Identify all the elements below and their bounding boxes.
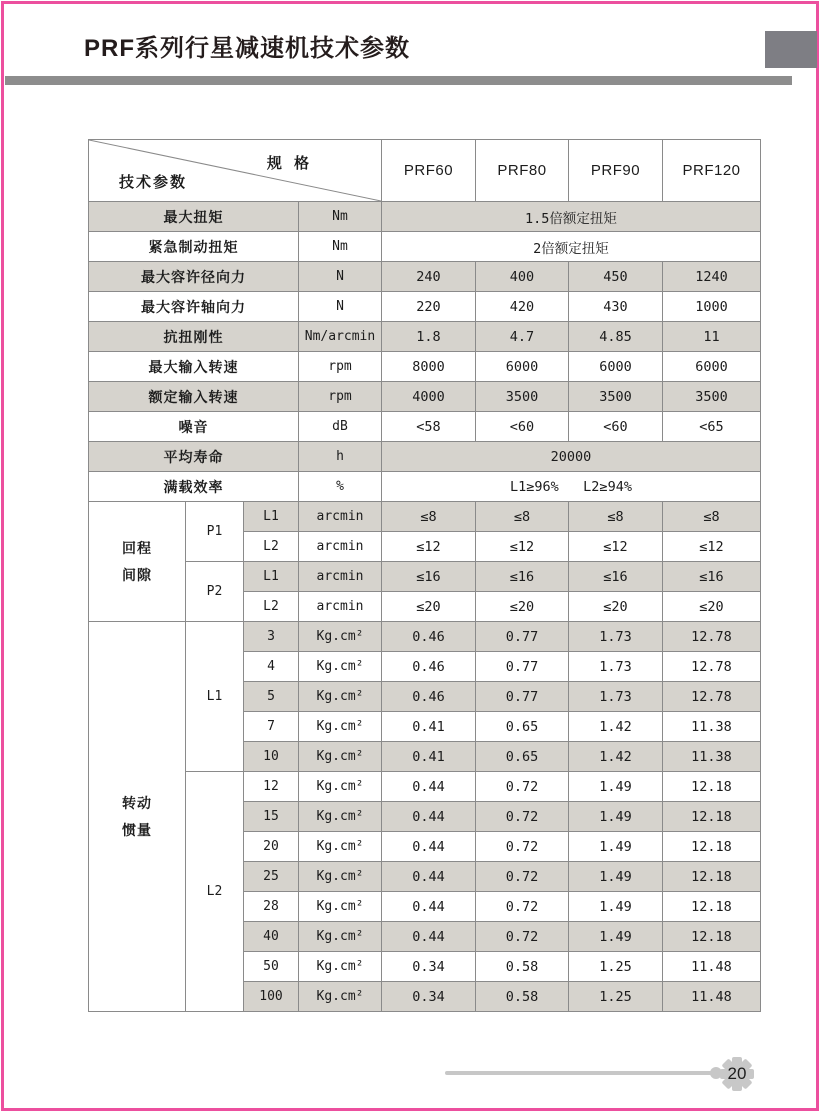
value-cell: 1.49 <box>569 832 663 862</box>
value-cell: 11 <box>663 322 761 352</box>
group-label: L1 <box>186 622 244 772</box>
table-row <box>89 292 761 322</box>
value-cell: 12.18 <box>663 772 761 802</box>
value-cell: 0.58 <box>476 982 569 1012</box>
unit-cell: Kg.cm² <box>299 862 382 892</box>
value-cell: 4000 <box>382 382 476 412</box>
value-cell: ≤20 <box>569 592 663 622</box>
value-cell: 0.44 <box>382 832 476 862</box>
value-cell: 0.34 <box>382 982 476 1012</box>
value-span-cell: 20000 <box>382 442 761 472</box>
table-row <box>89 352 761 382</box>
value-cell: 450 <box>569 262 663 292</box>
unit-cell: Kg.cm² <box>299 802 382 832</box>
value-cell: 0.72 <box>476 892 569 922</box>
column-header: PRF90 <box>569 140 663 202</box>
level-cell: L1 <box>244 562 299 592</box>
corner-top-label: 规 格 <box>266 155 313 172</box>
value-span-cell: 2倍额定扭矩 <box>382 232 761 262</box>
group-label: P1 <box>186 502 244 562</box>
page-number-gear-badge <box>719 1056 755 1092</box>
unit-cell: Kg.cm² <box>299 682 382 712</box>
unit-cell: rpm <box>299 352 382 382</box>
group-label: P2 <box>186 562 244 622</box>
value-cell: ≤20 <box>663 592 761 622</box>
unit-cell: Kg.cm² <box>299 832 382 862</box>
value-cell: 1.73 <box>569 622 663 652</box>
value-cell: 0.46 <box>382 682 476 712</box>
value-cell: <65 <box>663 412 761 442</box>
page-title: PRF系列行星减速机技术参数 <box>84 35 410 62</box>
value-cell: 3500 <box>663 382 761 412</box>
value-cell: 0.77 <box>476 682 569 712</box>
unit-cell: Kg.cm² <box>299 922 382 952</box>
value-span-cell: 1.5倍额定扭矩 <box>382 202 761 232</box>
value-cell: 1.73 <box>569 682 663 712</box>
unit-cell: arcmin <box>299 502 382 532</box>
value-span-cell: L1≥96% L2≥94% <box>382 472 761 502</box>
value-cell: 0.44 <box>382 802 476 832</box>
value-cell: 4.85 <box>569 322 663 352</box>
unit-cell: Kg.cm² <box>299 772 382 802</box>
footer-rule-line <box>445 1071 717 1075</box>
value-cell: ≤12 <box>382 532 476 562</box>
value-cell: 1.49 <box>569 772 663 802</box>
ratio-cell: 100 <box>244 982 299 1012</box>
value-cell: 0.44 <box>382 892 476 922</box>
value-cell: 0.72 <box>476 802 569 832</box>
value-cell: ≤12 <box>569 532 663 562</box>
corner-bottom-label: 技术参数 <box>119 174 188 191</box>
unit-cell: arcmin <box>299 562 382 592</box>
unit-cell: dB <box>299 412 382 442</box>
table-row <box>89 502 761 532</box>
unit-cell: Kg.cm² <box>299 622 382 652</box>
title-underline-bar <box>5 76 792 85</box>
ratio-cell: 10 <box>244 742 299 772</box>
value-cell: <60 <box>569 412 663 442</box>
value-cell: 1.49 <box>569 922 663 952</box>
ratio-cell: 40 <box>244 922 299 952</box>
value-cell: ≤16 <box>663 562 761 592</box>
unit-cell: Kg.cm² <box>299 892 382 922</box>
value-cell: 12.78 <box>663 622 761 652</box>
row-label: 抗扭刚性 <box>89 322 299 352</box>
section-label-text: 转动惯量 <box>121 794 152 838</box>
row-label: 紧急制动扭矩 <box>89 232 299 262</box>
section-label-text: 回程间隙 <box>121 539 152 583</box>
unit-cell: rpm <box>299 382 382 412</box>
row-label: 最大输入转速 <box>89 352 299 382</box>
table-row <box>89 622 761 652</box>
ratio-cell: 20 <box>244 832 299 862</box>
table-row <box>89 472 761 502</box>
value-cell: 0.65 <box>476 742 569 772</box>
ratio-cell: 25 <box>244 862 299 892</box>
value-cell: 3500 <box>476 382 569 412</box>
unit-cell: Kg.cm² <box>299 742 382 772</box>
value-cell: 240 <box>382 262 476 292</box>
value-cell: ≤8 <box>382 502 476 532</box>
value-cell: <60 <box>476 412 569 442</box>
table-row <box>89 442 761 472</box>
value-cell: 1.49 <box>569 862 663 892</box>
value-cell: 1.73 <box>569 652 663 682</box>
value-cell: 3500 <box>569 382 663 412</box>
column-header: PRF80 <box>476 140 569 202</box>
value-cell: 0.44 <box>382 772 476 802</box>
unit-cell: Kg.cm² <box>299 712 382 742</box>
value-cell: 4.7 <box>476 322 569 352</box>
value-cell: 0.72 <box>476 832 569 862</box>
value-cell: <58 <box>382 412 476 442</box>
value-cell: 12.18 <box>663 892 761 922</box>
level-cell: L1 <box>244 502 299 532</box>
unit-cell: Kg.cm² <box>299 952 382 982</box>
table-row <box>89 772 761 802</box>
unit-cell: N <box>299 262 382 292</box>
value-cell: 12.18 <box>663 862 761 892</box>
spec-table <box>88 139 761 1012</box>
value-cell: 12.78 <box>663 652 761 682</box>
value-cell: 8000 <box>382 352 476 382</box>
value-cell: 11.38 <box>663 742 761 772</box>
unit-cell: Kg.cm² <box>299 652 382 682</box>
value-cell: 0.77 <box>476 622 569 652</box>
value-cell: ≤12 <box>663 532 761 562</box>
value-cell: 220 <box>382 292 476 322</box>
unit-cell: Nm <box>299 232 382 262</box>
value-cell: 430 <box>569 292 663 322</box>
value-cell: 1000 <box>663 292 761 322</box>
value-cell: 0.72 <box>476 862 569 892</box>
value-cell: 1.49 <box>569 892 663 922</box>
level-cell: L2 <box>244 592 299 622</box>
value-cell: 6000 <box>476 352 569 382</box>
table-row <box>89 322 761 352</box>
value-cell: 0.72 <box>476 772 569 802</box>
value-cell: 0.77 <box>476 652 569 682</box>
value-cell: 1.8 <box>382 322 476 352</box>
ratio-cell: 7 <box>244 712 299 742</box>
value-cell: 420 <box>476 292 569 322</box>
value-cell: ≤16 <box>569 562 663 592</box>
section-label-inertia <box>89 622 186 1012</box>
value-cell: ≤20 <box>382 592 476 622</box>
level-cell: L2 <box>244 532 299 562</box>
value-cell: 400 <box>476 262 569 292</box>
table-row <box>89 140 761 202</box>
value-cell: 0.41 <box>382 742 476 772</box>
table-row <box>89 412 761 442</box>
unit-cell: Nm <box>299 202 382 232</box>
corner-diagonal-cell <box>89 140 382 202</box>
value-cell: 11.48 <box>663 982 761 1012</box>
value-cell: ≤8 <box>476 502 569 532</box>
value-cell: 0.46 <box>382 652 476 682</box>
value-cell: 1.49 <box>569 802 663 832</box>
value-cell: ≤8 <box>569 502 663 532</box>
unit-cell: Nm/arcmin <box>299 322 382 352</box>
value-cell: ≤20 <box>476 592 569 622</box>
section-label-backlash <box>89 502 186 622</box>
table-row <box>89 562 761 592</box>
value-cell: ≤16 <box>382 562 476 592</box>
value-cell: 12.18 <box>663 922 761 952</box>
ratio-cell: 4 <box>244 652 299 682</box>
table-row <box>89 382 761 412</box>
value-cell: 0.72 <box>476 922 569 952</box>
column-header: PRF120 <box>663 140 761 202</box>
value-cell: 0.46 <box>382 622 476 652</box>
unit-cell: % <box>299 472 382 502</box>
unit-cell: Kg.cm² <box>299 982 382 1012</box>
ratio-cell: 3 <box>244 622 299 652</box>
value-cell: 0.44 <box>382 862 476 892</box>
table-row <box>89 202 761 232</box>
value-cell: 1.25 <box>569 982 663 1012</box>
unit-cell: arcmin <box>299 592 382 622</box>
unit-cell: h <box>299 442 382 472</box>
row-label: 满载效率 <box>89 472 299 502</box>
value-cell: 0.65 <box>476 712 569 742</box>
value-cell: 6000 <box>569 352 663 382</box>
value-cell: 1.42 <box>569 712 663 742</box>
value-cell: 1240 <box>663 262 761 292</box>
row-label: 噪音 <box>89 412 299 442</box>
value-cell: ≤12 <box>476 532 569 562</box>
value-cell: 0.34 <box>382 952 476 982</box>
value-cell: 1.25 <box>569 952 663 982</box>
value-cell: 12.18 <box>663 832 761 862</box>
corner-decoration-block <box>765 31 817 68</box>
value-cell: 12.78 <box>663 682 761 712</box>
ratio-cell: 15 <box>244 802 299 832</box>
column-header: PRF60 <box>382 140 476 202</box>
table-row <box>89 262 761 292</box>
group-label: L2 <box>186 772 244 1012</box>
page-number: 20 <box>727 1064 747 1083</box>
unit-cell: arcmin <box>299 532 382 562</box>
value-cell: ≤16 <box>476 562 569 592</box>
row-label: 最大扭矩 <box>89 202 299 232</box>
value-cell: 0.44 <box>382 922 476 952</box>
value-cell: 0.58 <box>476 952 569 982</box>
table-row <box>89 232 761 262</box>
value-cell: 11.48 <box>663 952 761 982</box>
value-cell: ≤8 <box>663 502 761 532</box>
value-cell: 0.41 <box>382 712 476 742</box>
row-label: 平均寿命 <box>89 442 299 472</box>
value-cell: 1.42 <box>569 742 663 772</box>
value-cell: 12.18 <box>663 802 761 832</box>
ratio-cell: 5 <box>244 682 299 712</box>
row-label: 最大容许轴向力 <box>89 292 299 322</box>
ratio-cell: 50 <box>244 952 299 982</box>
value-cell: 6000 <box>663 352 761 382</box>
row-label: 额定输入转速 <box>89 382 299 412</box>
value-cell: 11.38 <box>663 712 761 742</box>
unit-cell: N <box>299 292 382 322</box>
row-label: 最大容许径向力 <box>89 262 299 292</box>
ratio-cell: 12 <box>244 772 299 802</box>
ratio-cell: 28 <box>244 892 299 922</box>
